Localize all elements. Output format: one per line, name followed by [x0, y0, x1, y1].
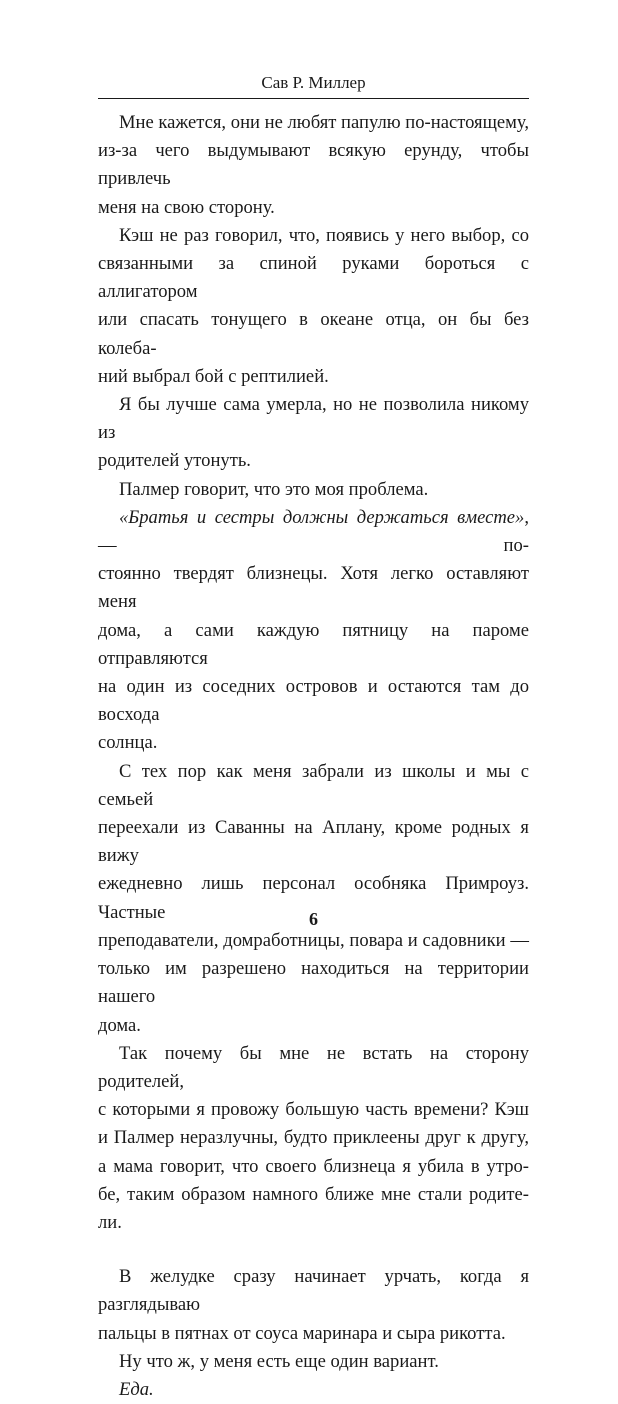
paragraph	[98, 758, 529, 1040]
text-line: и Палмер неразлучны, будто приклеены друг к другу,	[98, 1127, 529, 1149]
paragraph	[98, 1040, 529, 1237]
text-line: Я бы лучше сама умерла, но не позволила никому из	[98, 394, 529, 444]
running-header: Сав Р. Миллер	[261, 73, 366, 92]
text-fragment: , — по-	[98, 506, 529, 557]
paragraph	[98, 504, 529, 758]
paragraph	[98, 109, 529, 222]
paragraph	[98, 222, 529, 391]
text-line: дома.	[98, 1014, 141, 1036]
text-line: бе, таким образом намного ближе мне стали родите-	[98, 1183, 529, 1205]
text-line: ний выбрал бой с рептилией.	[98, 365, 329, 387]
text-line	[98, 504, 529, 560]
paragraph	[98, 1348, 529, 1376]
text-line: на один из соседних островов и остаются там до восхода	[98, 676, 529, 726]
text-line: дома, а сами каждую пятницу на пароме отправляются	[98, 619, 529, 669]
text-line: преподаватели, домработницы, повара и садовники —	[98, 929, 529, 951]
text-line: переехали из Саванны на Аплану, кроме родных я вижу	[98, 817, 529, 867]
italic-line: Еда.	[119, 1378, 154, 1400]
text-line: пальцы в пятнах от соуса маринара и сыра рикотта.	[98, 1322, 506, 1344]
text-line: меня на свою сторону.	[98, 196, 275, 218]
paragraph	[98, 1376, 529, 1404]
paragraph	[98, 476, 529, 504]
page-number: 6	[309, 909, 318, 929]
text-line: ежедневно лишь персонал особняка Примроуз. Частные	[98, 873, 529, 923]
text-line: ли.	[98, 1211, 122, 1233]
text-line: связанными за спиной руками бороться с аллигатором	[98, 253, 529, 303]
text-line: только им разрешено находиться на территории нашего	[98, 958, 529, 1008]
text-line: солнца.	[98, 732, 158, 754]
text-line: или спасать тонущего в океане отца, он бы без колеба-	[98, 309, 529, 359]
text-line: с которыми я провожу большую часть времени? Кэш	[98, 1099, 529, 1121]
text-line: стоянно твердят близнецы. Хотя легко оставляют меня	[98, 563, 529, 613]
body-text	[98, 109, 529, 1404]
text-line: из-за чего выдумывают всякую ерунду, чтобы привлечь	[98, 140, 529, 190]
text-line: Палмер говорит, что это моя проблема.	[119, 478, 429, 500]
header-rule	[98, 98, 529, 99]
text-line: родителей утонуть.	[98, 450, 251, 472]
paragraph	[98, 1263, 529, 1348]
text-line: С тех пор как меня забрали из школы и мы с семьей	[98, 760, 529, 810]
paragraph	[98, 391, 529, 476]
text-line	[98, 1376, 529, 1404]
text-line: а мама говорит, что своего близнеца я убила в утро-	[98, 1155, 529, 1177]
text-line: Кэш не раз говорил, что, появись у него выбор, со	[119, 224, 529, 246]
italic-quote: «Братья и сестры должны держаться вместе»	[119, 506, 525, 528]
text-line: В желудке сразу начинает урчать, когда я разглядываю	[98, 1266, 529, 1316]
text-line: Ну что ж, у меня есть еще один вариант.	[119, 1350, 439, 1372]
text-line: Мне кажется, они не любят папулю по-настоящему,	[119, 112, 529, 133]
text-line: Так почему бы мне не встать на сторону родителей,	[98, 1042, 529, 1092]
